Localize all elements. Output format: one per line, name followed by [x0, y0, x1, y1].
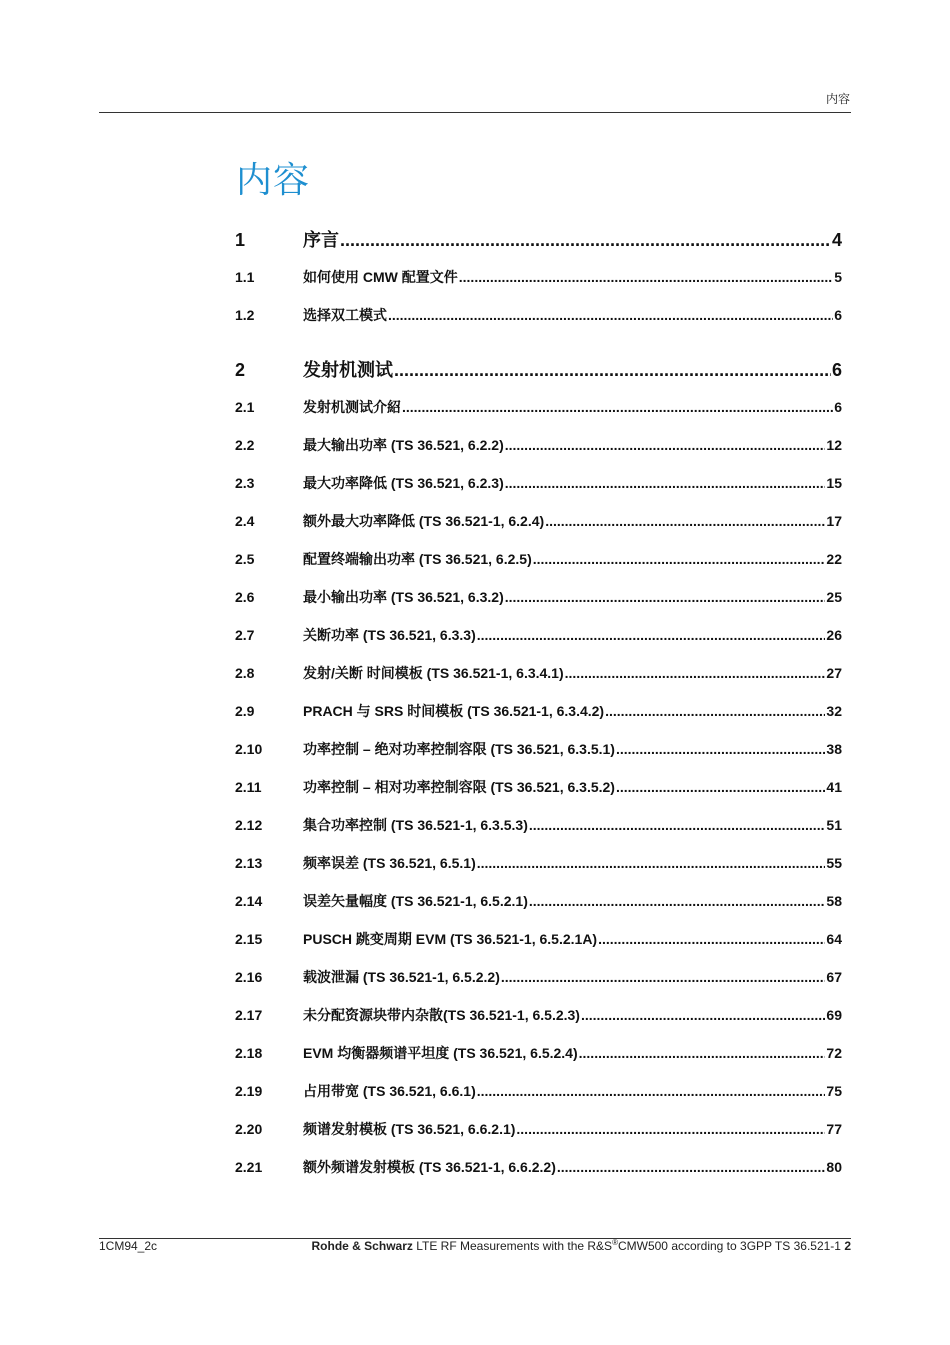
- toc-entry[interactable]: [235, 777, 842, 799]
- toc-entry-number: 2.2: [235, 437, 255, 453]
- toc-entry-title: 未分配资源块带内杂散(TS 36.521-1, 6.5.2.3): [303, 1007, 580, 1023]
- toc-entry-title: 配置终端输出功率 (TS 36.521, 6.2.5): [303, 551, 532, 567]
- toc-entry-number: 2.3: [235, 475, 255, 491]
- toc-entry-title: 发射/关断 时间模板 (TS 36.521-1, 6.3.4.1): [303, 665, 564, 681]
- toc-entry-page: 38: [826, 741, 842, 757]
- toc-entry[interactable]: [235, 267, 842, 289]
- toc-dot-leader: [340, 230, 831, 251]
- toc-entry[interactable]: [235, 397, 842, 419]
- toc-dot-leader: [477, 1083, 826, 1099]
- toc-entry-number: 2.14: [235, 893, 263, 909]
- toc-entry-number: 2.21: [235, 1159, 263, 1175]
- toc-dot-leader: [581, 1007, 825, 1023]
- toc-entry[interactable]: [235, 511, 842, 533]
- toc-entry-title: 功率控制 – 绝对功率控制容限 (TS 36.521, 6.3.5.1): [303, 741, 615, 757]
- toc-entry-page: 5: [834, 269, 842, 285]
- toc-dot-leader: [516, 1121, 825, 1137]
- toc-dot-leader: [459, 269, 833, 285]
- toc-entry-page: 4: [831, 230, 842, 250]
- toc-dot-leader: [616, 779, 825, 795]
- toc-dot-leader: [402, 399, 833, 415]
- toc-entry-title: 频率误差 (TS 36.521, 6.5.1): [303, 855, 476, 871]
- toc-entry-title: 发射机测试介紹: [303, 399, 401, 415]
- toc-entry-number: 2.7: [235, 627, 255, 643]
- toc-entry[interactable]: [235, 891, 842, 913]
- toc-entry-page: 6: [831, 360, 842, 380]
- toc-entry-title: EVM 均衡器频谱平坦度 (TS 36.521, 6.5.2.4): [303, 1045, 578, 1061]
- toc-entry-title: 额外最大功率降低 (TS 36.521-1, 6.2.4): [303, 513, 545, 529]
- toc-dot-leader: [565, 665, 826, 681]
- toc-entry[interactable]: [235, 739, 842, 761]
- toc-entry[interactable]: [235, 701, 842, 723]
- toc-dot-leader: [394, 360, 831, 381]
- toc-entry[interactable]: [235, 1157, 842, 1179]
- toc-entry[interactable]: [235, 587, 842, 609]
- toc-entry[interactable]: [235, 1043, 842, 1065]
- toc-entry-page: 6: [834, 399, 842, 415]
- toc-entry-title: PUSCH 跳变周期 EVM (TS 36.521-1, 6.5.2.1A): [303, 931, 598, 947]
- toc-dot-leader: [529, 893, 826, 909]
- toc-entry-number: 2.8: [235, 665, 255, 681]
- toc-entry-number: 2.15: [235, 931, 263, 947]
- toc-entry-page: 12: [826, 437, 842, 453]
- footer-doc-id: 1CM94_2c: [99, 1239, 158, 1253]
- toc-entry-number: 2.16: [235, 969, 263, 985]
- toc-entry-number: 2.17: [235, 1007, 263, 1023]
- toc-entry-page: 6: [834, 307, 842, 323]
- toc-entry-page: 32: [826, 703, 842, 719]
- toc-entry-title: 频谱发射模板 (TS 36.521, 6.6.2.1): [303, 1121, 516, 1137]
- toc-entry[interactable]: [235, 929, 842, 951]
- toc-entry-number: 2.11: [235, 779, 262, 795]
- toc-entry-number: 2.18: [235, 1045, 263, 1061]
- toc-dot-leader: [533, 551, 826, 567]
- toc-entry[interactable]: [235, 663, 842, 685]
- toc-entry-number: 2.10: [235, 741, 263, 757]
- toc-entry[interactable]: [235, 967, 842, 989]
- toc-entry-number: 2.5: [235, 551, 255, 567]
- toc-entry[interactable]: [235, 1119, 842, 1141]
- toc-entry-page: 25: [826, 589, 842, 605]
- toc-entry-title: 功率控制 – 相对功率控制容限 (TS 36.521, 6.3.5.2): [303, 779, 615, 795]
- toc-dot-leader: [616, 741, 825, 757]
- toc-entry-page: 55: [826, 855, 842, 871]
- toc-entry-page: 22: [826, 551, 842, 567]
- running-header: 内容: [825, 92, 850, 106]
- footer-description: [312, 1239, 851, 1253]
- toc-entry-title: PRACH 与 SRS 时间模板 (TS 36.521-1, 6.3.4.2): [303, 703, 605, 719]
- toc-entry-page: 67: [826, 969, 842, 985]
- toc-entry-number: 1.2: [235, 307, 255, 323]
- toc-entry-number: 2.13: [235, 855, 263, 871]
- toc-entry-page: 58: [826, 893, 842, 909]
- toc-entry-page: 64: [826, 931, 842, 947]
- toc-entry-page: 27: [826, 665, 842, 681]
- toc-dot-leader: [477, 855, 826, 871]
- toc-dot-leader: [505, 589, 826, 605]
- toc-entry-title: 如何使用 CMW 配置文件: [303, 269, 458, 285]
- toc-entry-page: 17: [826, 513, 842, 529]
- toc-entry-page: 77: [826, 1121, 842, 1137]
- toc-entry-title: 误差矢量幅度 (TS 36.521-1, 6.5.2.1): [303, 893, 528, 909]
- toc-entry[interactable]: [235, 549, 842, 571]
- toc-entry-page: 72: [826, 1045, 842, 1061]
- toc-entry[interactable]: [235, 853, 842, 875]
- toc-dot-leader: [529, 817, 826, 833]
- toc-entry-title: 额外频谱发射模板 (TS 36.521-1, 6.6.2.2): [303, 1159, 556, 1175]
- toc-entry-title: 最大输出功率 (TS 36.521, 6.2.2): [303, 437, 504, 453]
- toc-dot-leader: [501, 969, 826, 985]
- toc-entry[interactable]: [235, 625, 842, 647]
- toc-entry-number: 2.9: [235, 703, 255, 719]
- toc-entry-number: 2.12: [235, 817, 263, 833]
- toc-entry[interactable]: [235, 356, 842, 378]
- toc-dot-leader: [505, 437, 826, 453]
- footer-brand: Rohde & Schwarz: [311, 1239, 413, 1253]
- footer-description-b: CMW500 according to 3GPP TS 36.521-1: [617, 1239, 845, 1253]
- toc-entry[interactable]: [235, 226, 842, 248]
- toc-entry-page: 26: [826, 627, 842, 643]
- toc-entry-page: 75: [826, 1083, 842, 1099]
- toc-entry-page: 15: [826, 475, 842, 491]
- toc-entry-title: 占用带宽 (TS 36.521, 6.6.1): [303, 1083, 476, 1099]
- toc-dot-leader: [388, 307, 833, 323]
- footer-page-number: 2: [844, 1239, 851, 1253]
- toc-dot-leader: [579, 1045, 826, 1061]
- toc-entry-number: 2: [235, 360, 246, 380]
- toc-entry-title: 最小输出功率 (TS 36.521, 6.3.2): [303, 589, 504, 605]
- toc-entry[interactable]: [235, 435, 842, 457]
- toc-entry-title: 载波泄漏 (TS 36.521-1, 6.5.2.2): [303, 969, 500, 985]
- footer-description-a: LTE RF Measurements with the R&S: [412, 1239, 613, 1253]
- toc-entry-title: 选择双工模式: [303, 307, 387, 323]
- toc-entry[interactable]: [235, 473, 842, 495]
- toc-entry-number: 1: [235, 230, 246, 250]
- toc-entry-title: 最大功率降低 (TS 36.521, 6.2.3): [303, 475, 504, 491]
- toc-dot-leader: [557, 1159, 826, 1175]
- toc-entry[interactable]: [235, 1081, 842, 1103]
- toc-entry[interactable]: [235, 1005, 842, 1027]
- toc-entry-title: 序言: [303, 230, 339, 250]
- toc-entry-page: 51: [826, 817, 842, 833]
- toc-dot-leader: [598, 931, 825, 947]
- toc-dot-leader: [545, 513, 825, 529]
- toc-entry-title: 关断功率 (TS 36.521, 6.3.3): [303, 627, 476, 643]
- toc-entry-page: 41: [826, 779, 842, 795]
- toc-entry-page: 69: [826, 1007, 842, 1023]
- toc-entry[interactable]: [235, 305, 842, 327]
- toc-dot-leader: [477, 627, 826, 643]
- header-divider: [99, 112, 851, 113]
- registered-mark: ®: [612, 1238, 618, 1247]
- toc-entry-number: 2.1: [235, 399, 255, 415]
- toc-entry-page: 80: [826, 1159, 842, 1175]
- toc-entry-number: 1.1: [235, 269, 255, 285]
- toc-title: 内容: [236, 159, 311, 200]
- toc-entry-title: 发射机测试: [303, 360, 393, 380]
- toc-dot-leader: [605, 703, 825, 719]
- toc-entry[interactable]: [235, 815, 842, 837]
- toc-entry-number: 2.6: [235, 589, 255, 605]
- toc-dot-leader: [505, 475, 826, 491]
- toc-entry-title: 集合功率控制 (TS 36.521-1, 6.3.5.3): [303, 817, 528, 833]
- toc-entry-number: 2.20: [235, 1121, 263, 1137]
- toc-entry-number: 2.19: [235, 1083, 263, 1099]
- toc-entry-number: 2.4: [235, 513, 255, 529]
